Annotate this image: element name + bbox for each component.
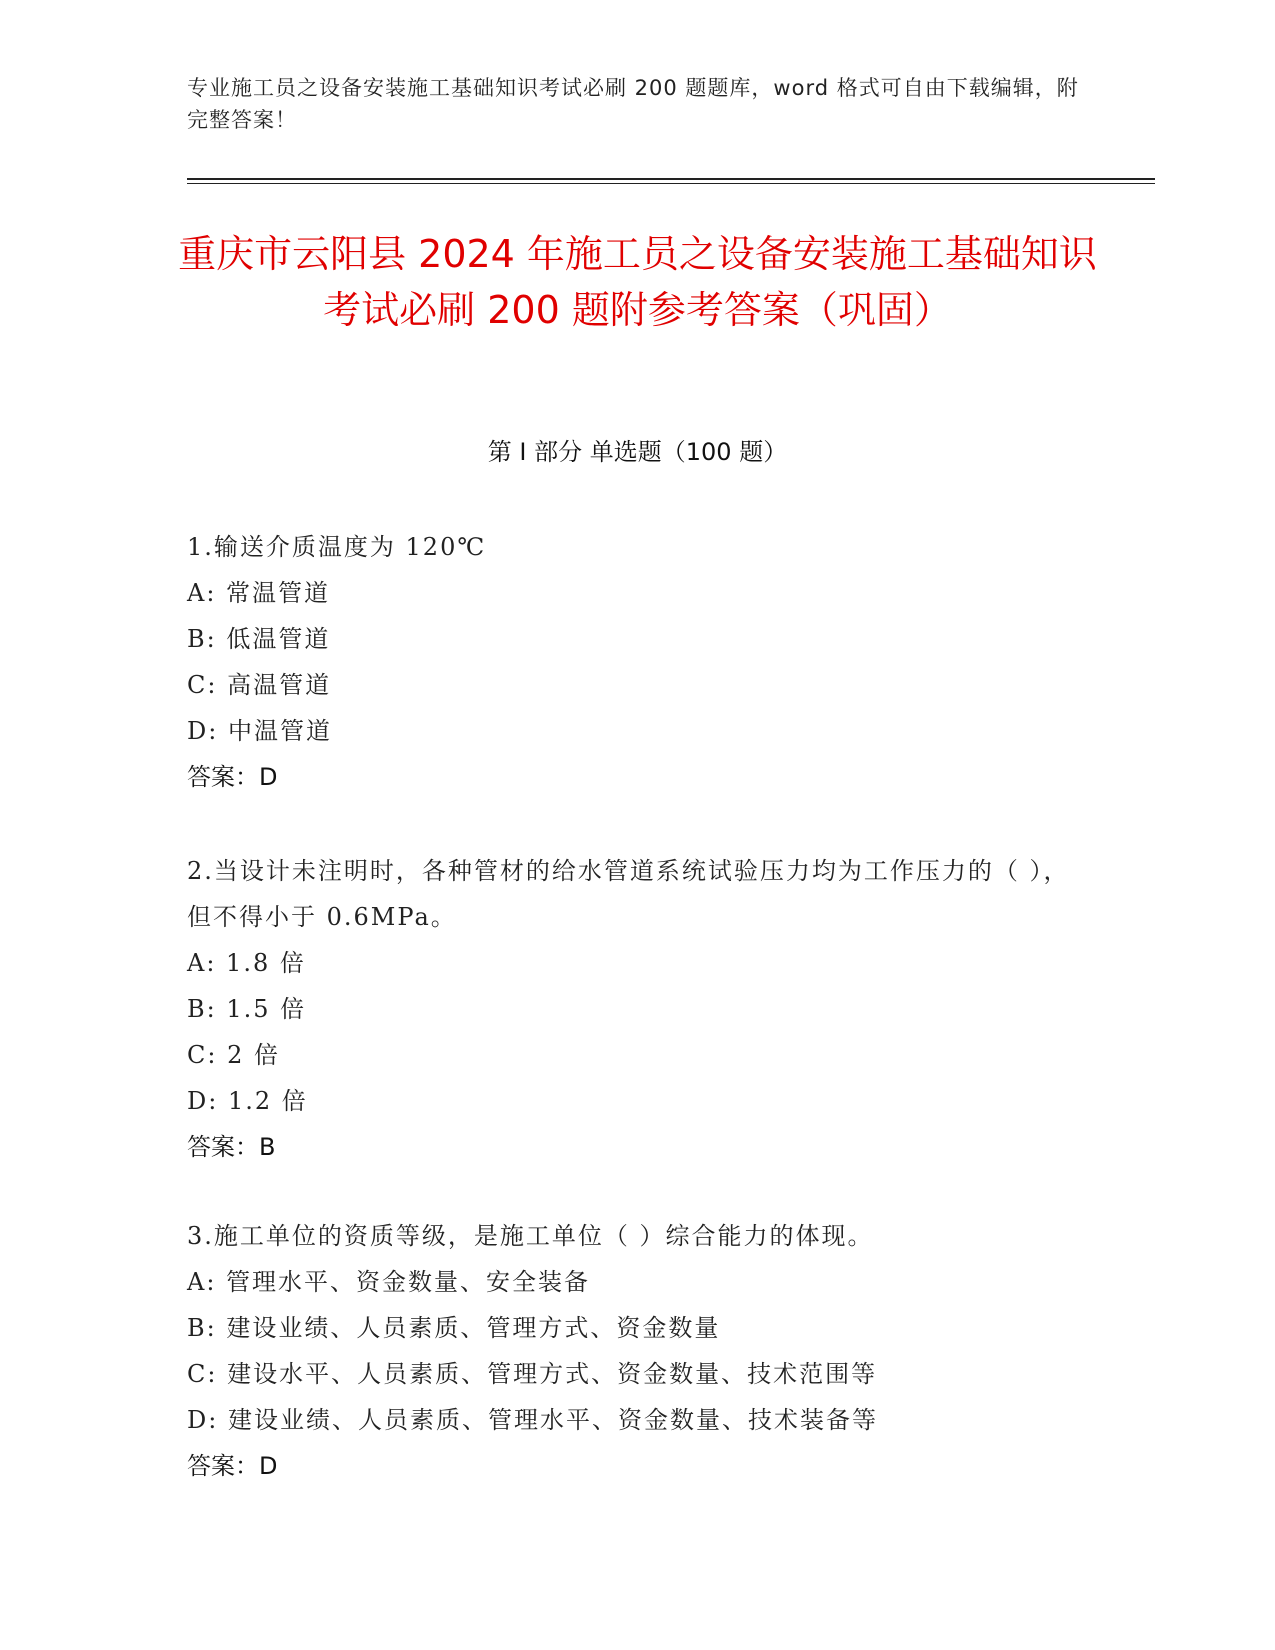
question-block (187, 1213, 1087, 1489)
option-b: B: 建设业绩、人员素质、管理方式、资金数量 (187, 1314, 721, 1342)
option-d: D: 建设业绩、人员素质、管理水平、资金数量、技术装备等 (187, 1406, 878, 1434)
option-c: C: 建设水平、人员素质、管理方式、资金数量、技术范围等 (187, 1360, 878, 1388)
question-stem: 3.施工单位的资质等级，是施工单位（ ）综合能力的体现。 (187, 1222, 874, 1250)
option-a: A: 常温管道 (187, 579, 331, 607)
question-block (187, 848, 1087, 1170)
question-block (187, 524, 1087, 800)
header-divider-thick (187, 178, 1155, 180)
section-title: 第 I 部分 单选题（100 题） (487, 438, 788, 466)
option-d: D: 1.2 倍 (187, 1087, 308, 1115)
option-c: C: 高温管道 (187, 671, 332, 699)
document-title: 重庆市云阳县 2024 年施工员之设备安装施工基础知识考试必刷 200 题附参考答案（巩固） (178, 232, 1097, 332)
answer-line: 答案：B (187, 1133, 276, 1161)
option-a: A: 1.8 倍 (187, 949, 306, 977)
option-b: B: 低温管道 (187, 625, 331, 653)
option-c: C: 2 倍 (187, 1041, 280, 1069)
answer-line: 答案：D (187, 763, 278, 791)
option-b: B: 1.5 倍 (187, 995, 307, 1023)
answer-line: 答案：D (187, 1452, 278, 1480)
header-divider-thin (187, 183, 1155, 184)
question-stem: 2.当设计未注明时，各种管材的给水管道系统试验压力均为工作压力的（ ），但不得小于 0.6MPa。 (187, 857, 1070, 931)
header-note: 专业施工员之设备安装施工基础知识考试必刷 200 题题库，word 格式可自由下载编辑，附完整答案！ (187, 76, 1079, 132)
option-a: A: 管理水平、资金数量、安全装备 (187, 1268, 591, 1296)
question-stem: 1.输送介质温度为 120℃ (187, 533, 487, 561)
option-d: D: 中温管道 (187, 717, 332, 745)
